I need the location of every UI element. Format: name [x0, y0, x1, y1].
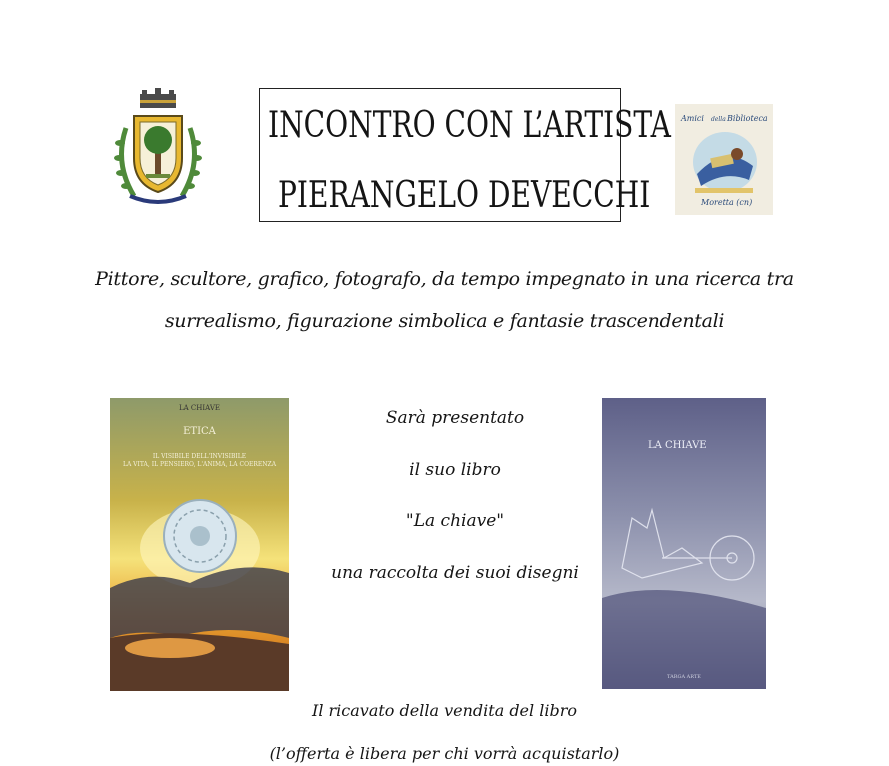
presentation-line: una raccolta dei suoi disegni [331, 563, 579, 583]
book-title: LA CHIAVE [648, 440, 707, 451]
amici-logo-label: Amici [681, 114, 704, 123]
book-publisher: TARGA ARTE [667, 674, 701, 680]
book-title: ETICA [183, 426, 216, 437]
artist-description-line: surrealismo, figurazione simbolica e fantasie trascendentali [164, 310, 725, 332]
event-title: INCONTRO CON L’ARTISTA [268, 105, 671, 146]
amici-logo-label: della [711, 116, 726, 123]
presentation-line: il suo libro [409, 460, 501, 480]
book-subtitle: IL VISIBILE DELL'INVISIBILE [152, 453, 247, 460]
artist-description-line: Pittore, scultore, grafico, fotografo, da tempo impegnato in una ricerca tra [95, 268, 794, 290]
book-cover-la-chiave [602, 398, 766, 689]
amici-biblioteca-logo [675, 104, 773, 215]
book-series: LA CHIAVE [178, 404, 221, 412]
amici-logo-label: Biblioteca [727, 114, 768, 123]
coat-of-arms-logo [110, 88, 206, 216]
amici-logo-label: Moretta (cn) [701, 198, 753, 207]
footer-line: Il ricavato della vendita del libro [312, 701, 577, 720]
artist-name: PIERANGELO DEVECCHI [278, 175, 651, 216]
book-title-quote: "La chiave" [405, 511, 505, 531]
book-cover-etica [110, 398, 289, 691]
book-subtitle: LA VITA, IL PENSIERO, L'ANIMA, LA COERENZA [122, 461, 277, 468]
event-title-box [259, 88, 671, 222]
footer-line: (l’offerta è libera per chi vorrà acquistarlo) [269, 744, 620, 763]
presentation-line: Sarà presentato [385, 408, 525, 428]
